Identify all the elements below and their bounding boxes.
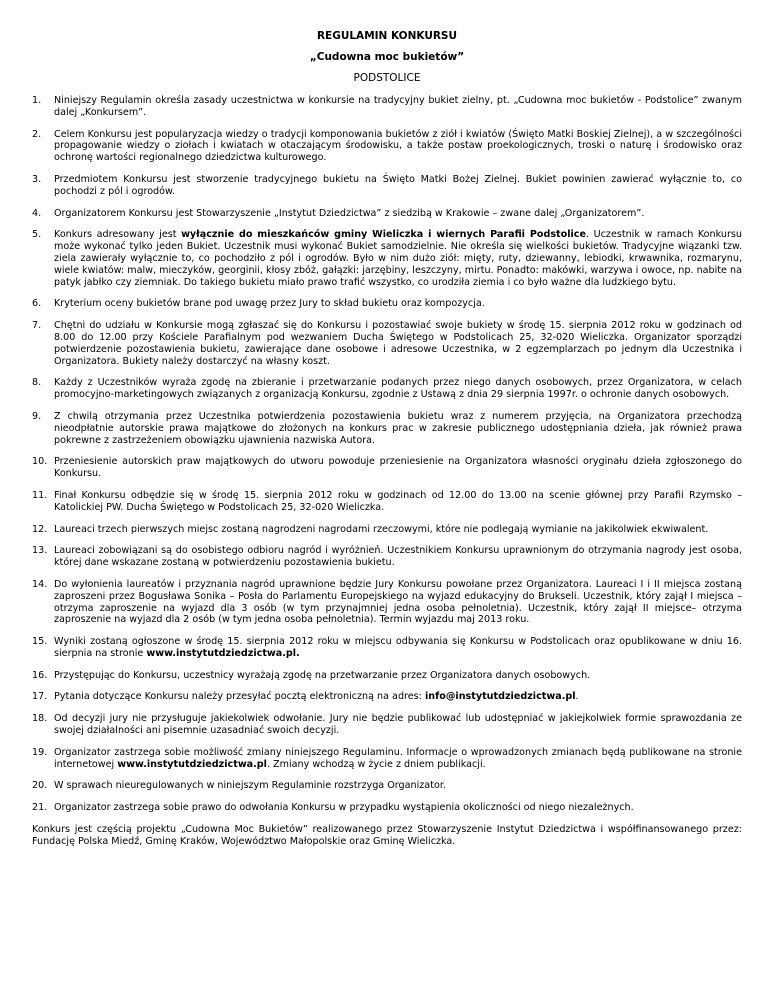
rule-item	[32, 320, 742, 367]
rule-text-segment: Pytania dotyczące Konkursu należy przesyłać pocztą elektroniczną na adres:	[54, 691, 425, 703]
rule-text	[54, 208, 742, 220]
document-footer: Konkurs jest częścią projektu „Cudowna Moc Bukietów” realizowanego przez Stowarzyszenie Instytut Dziedzictwa i współfinansowanego przez: Fundację Polska Miedź, Gminę Kraków, Województwo Małopolskie oraz Gminę Wieliczka.	[32, 824, 742, 847]
rule-number: 2.	[32, 128, 42, 140]
rule-number: 16.	[32, 669, 48, 681]
rule-number: 11.	[32, 489, 48, 501]
rule-number: 17.	[32, 691, 48, 703]
rule-item	[32, 713, 742, 737]
rule-number: 12.	[32, 523, 48, 535]
document-page	[32, 30, 742, 857]
rule-number: 15.	[32, 636, 48, 648]
rule-number: 5.	[32, 229, 42, 241]
rule-text	[54, 411, 742, 446]
rule-item	[32, 129, 742, 164]
rule-item	[32, 377, 742, 401]
rule-number: 9.	[32, 410, 42, 422]
rule-number: 7.	[32, 320, 42, 332]
rule-text-bold: www.instytutdziedzictwa.pl	[117, 758, 267, 770]
rule-number: 19.	[32, 746, 48, 758]
rule-number: 14.	[32, 578, 48, 590]
rule-item	[32, 780, 742, 792]
rule-number: 3.	[32, 173, 42, 185]
rule-text	[54, 377, 742, 401]
rule-text	[54, 802, 742, 814]
rule-text-segment: Chętni do udziału w Konkursie mogą zgłaszać się do Konkursu i pozostawiać swoje bukiety w środę 15. sierpnia 2012 roku w godzinach od 8.00 do 12.00 przy Kościele Parafialnym pod wezwaniem Ducha Świętego w Podstolicach 25, 32-020 Wieliczka. Organizator sporządzi potwierdzenie pozostawienia bukietu, zawierające dane osobowe i adresowe Uczestnika, w 2 egzemplarzach po jednym dla Uczestnika i Organizatora. Bukiety należy dostarczyć na własny koszt.	[54, 320, 742, 367]
rule-text	[54, 691, 742, 703]
rule-text	[54, 174, 742, 198]
rule-text-segment: Wyniki zostaną ogłoszone w środę 15. sierpnia 2012 roku w miejscu odbywania się Konkursu w Podstolicach oraz opublikowane w dniu 16. sierpnia na stronie	[54, 636, 742, 659]
document-subtitle: „Cudowna moc bukietów”	[309, 51, 465, 63]
rule-text	[54, 229, 742, 288]
rule-number: 4.	[32, 207, 42, 219]
rule-number: 10.	[32, 456, 48, 468]
rule-item	[32, 229, 742, 288]
rule-number: 20.	[32, 780, 48, 792]
rules-list	[32, 95, 742, 814]
rule-text-bold: wyłącznie do mieszkańców gminy Wieliczka i wiernych Parafii Podstolice	[181, 229, 586, 241]
rule-text-segment: Finał Konkursu odbędzie się w środę 15. sierpnia 2012 roku w godzinach od 12.00 do 13.00 na scenie głównej przy Parafii Rzymsko – Katolickiej PW. Ducha Świętego w Podstolicach 25, 32-020 Wieliczka.	[54, 489, 742, 513]
rule-text-segment: Od decyzji jury nie przysługuje jakiekolwiek odwołanie. Jury nie będzie publikować lub udostępniać w jakiejkolwiek formie sprawozdania ze swojej działalności ani pisemnie uzasadniać swoich decyzji.	[54, 713, 742, 737]
rule-text	[54, 636, 742, 660]
rule-text	[54, 780, 742, 792]
rule-item	[32, 747, 742, 771]
rule-item	[32, 490, 742, 514]
rule-text	[54, 129, 742, 164]
rule-item	[32, 456, 742, 480]
rule-text-segment: Organizatorem Konkursu jest Stowarzyszenie „Instytut Dziedzictwa” z siedzibą w Krakowie – zwane dalej „Organizatorem”.	[54, 207, 645, 219]
rule-text	[54, 579, 742, 626]
rule-item	[32, 579, 742, 626]
document-title: REGULAMIN KONKURSU	[316, 30, 458, 42]
rule-text-segment: Konkurs adresowany jest	[54, 229, 182, 241]
rule-text	[54, 524, 742, 536]
rule-number: 21.	[32, 802, 48, 814]
rule-item	[32, 802, 742, 814]
rule-text	[54, 490, 742, 514]
rule-number: 1.	[32, 95, 42, 106]
rule-item	[32, 174, 742, 198]
rule-text	[54, 298, 742, 310]
rule-text-segment: Niniejszy Regulamin określa zasady uczestnictwa w konkursie na tradycyjny bukiet zielny, pt. „Cudowna moc bukietów - Podstolice” zwanym dalej „Konkursem”.	[54, 95, 742, 118]
rule-text	[54, 320, 742, 367]
rule-item	[32, 691, 742, 703]
rule-number: 6.	[32, 298, 42, 310]
rule-item	[32, 298, 742, 310]
rule-number: 8.	[32, 377, 42, 389]
rule-item	[32, 670, 742, 682]
rule-item	[32, 636, 742, 660]
rule-text-segment: Przedmiotem Konkursu jest stworzenie tradycyjnego bukietu na Święto Matki Bożej Zielnej. Bukiet powinien zawierać wyłącznie to, co pochodzi z pól i ogrodów.	[54, 173, 742, 197]
rule-text-segment: Organizator zastrzega sobie prawo do odwołania Konkursu w przypadku wystąpienia okoliczności od niego niezależnych.	[54, 802, 634, 814]
rule-text-segment: .	[575, 691, 579, 703]
rule-text-segment: Laureaci zobowiązani są do osobistego odbioru nagród i wyróżnień. Uczestnikiem Konkursu uprawnionym do otrzymania nagrody jest osoba, której dane wskazane zostaną w potwierdzeniu pozostawienia bukietu.	[54, 545, 742, 569]
rule-item	[32, 524, 742, 536]
rule-text-segment: . Zmiany wchodzą w życie z dniem publikacji.	[266, 758, 486, 770]
rule-text-segment: Celem Konkursu jest popularyzacja wiedzy o tradycji komponowania bukietów z ziół i kwiatów (Święto Matki Boskiej Zielnej), a w szczególności propagowanie wiedzy o ziołach i kwiatach w otaczającym środowisku, a także postaw proekologicznych, troski o naturę i środowisko oraz ochronę wartości regionalnego dziedzictwa kulturowego.	[54, 128, 742, 164]
rule-text-segment: Przeniesienie autorskich praw majątkowych do utworu powoduje przeniesienie na Organizatora własności oryginału dzieła zgłoszonego do Konkursu.	[54, 456, 742, 480]
rule-text-bold: info@instytutdziedzictwa.pl	[424, 691, 576, 703]
rule-text	[54, 545, 742, 569]
rule-number: 13.	[32, 545, 48, 557]
rule-text	[54, 95, 742, 119]
rule-text-segment: Przystępując do Konkursu, uczestnicy wyrażają zgodę na przetwarzanie przez Organizatora danych osobowych.	[54, 669, 591, 681]
rule-item	[32, 208, 742, 220]
rule-text	[54, 456, 742, 480]
rule-text-segment: . Uczestnik w ramach Konkursu może wykonać tylko jeden Bukiet. Uczestnik musi wykonać Bukiet samodzielnie. Nie określa się wielkości bukietów. Tradycyjne wiązanki tzw. ziela zawierały wyłącznie to, co pochodziło z pól i ogrodów. Było w nim dużo ziół: mięty, ruty, dziewanny, lebiodki, krwawnika, rozmarynu, wiele kwiatów: malw, mieczyków, georginii, kłosy zbóż, gałązki: jarzębiny, leszczyny, mirtu. Ponadto: makówki, warzywa i owoce, np. nabite na patyk jabłko czy ziemniak. Do takiego bukietu miało prawo trafić wszystko, co urodziła ziemia i co było ważne dla ludzkiego bytu.	[54, 229, 743, 288]
rule-text-segment: Kryterium oceny bukietów brane pod uwagę przez Jury to skład bukietu oraz kompozycja.	[54, 298, 485, 310]
rule-text	[54, 670, 742, 682]
document-place: PODSTOLICE	[353, 72, 421, 84]
rule-text	[54, 747, 742, 771]
rule-text	[54, 713, 742, 737]
rule-text-segment: Organizator zastrzega sobie możliwość zmiany niniejszego Regulaminu. Informacje o wprowadzonych zmianach będą publikowane na stronie internetowej	[54, 746, 742, 770]
rule-text-segment: Każdy z Uczestników wyraża zgodę na zbieranie i przetwarzanie podanych przez niego danych osobowych, przez Organizatora, w celach promocyjno-marketingowych związanych z organizacją Konkursu, zgodnie z Ustawą z dnia 29 sierpnia 1997r. o ochronie danych osobowych.	[54, 377, 742, 401]
rule-item	[32, 95, 742, 119]
rule-item	[32, 411, 742, 446]
rule-text-segment: Do wyłonienia laureatów i przyznania nagród uprawnione będzie Jury Konkursu powołane przez Organizatora. Laureaci I i II miejsca zostaną zaproszeni przez Bogusława Sonika – Posła do Parlamentu Europejskiego na wyjazd edukacyjny do Brukseli. Uczestnik, który zajął I miejsca – otrzyma zaproszenie na wyjazd dla 3 osób (w tym przynajmniej jedna osoba pełnoletnia). Uczestnik, który zajął II miejsce– otrzyma zaproszenie na wyjazd dla 2 osób (w tym jedna osoba pełnoletnia). Termin wyjazdu maj 2013 roku.	[54, 578, 742, 626]
rule-text-segment: Laureaci trzech pierwszych miejsc zostaną nagrodzeni nagrodami rzeczowymi, które nie podlegają wymianie na jakikolwiek ekwiwalent.	[54, 523, 709, 535]
rule-text-bold: www.instytutdziedzictwa.pl.	[146, 647, 300, 659]
rule-text-segment: Z chwilą otrzymania przez Uczestnika potwierdzenia pozostawienia bukietu wraz z numerem przyjęcia, na Organizatora przechodzą nieodpłatnie autorskie prawa majątkowe do złożonych na konkurs prac w zakresie publicznego udostępniania dzieła, jak również prawa pokrewne z zastrzeżeniem obowiązku ujawnienia nazwiska Autora.	[54, 410, 742, 446]
rule-number: 18.	[32, 713, 48, 725]
rule-item	[32, 545, 742, 569]
rule-text-segment: W sprawach nieuregulowanych w niniejszym Regulaminie rozstrzyga Organizator.	[54, 780, 446, 792]
